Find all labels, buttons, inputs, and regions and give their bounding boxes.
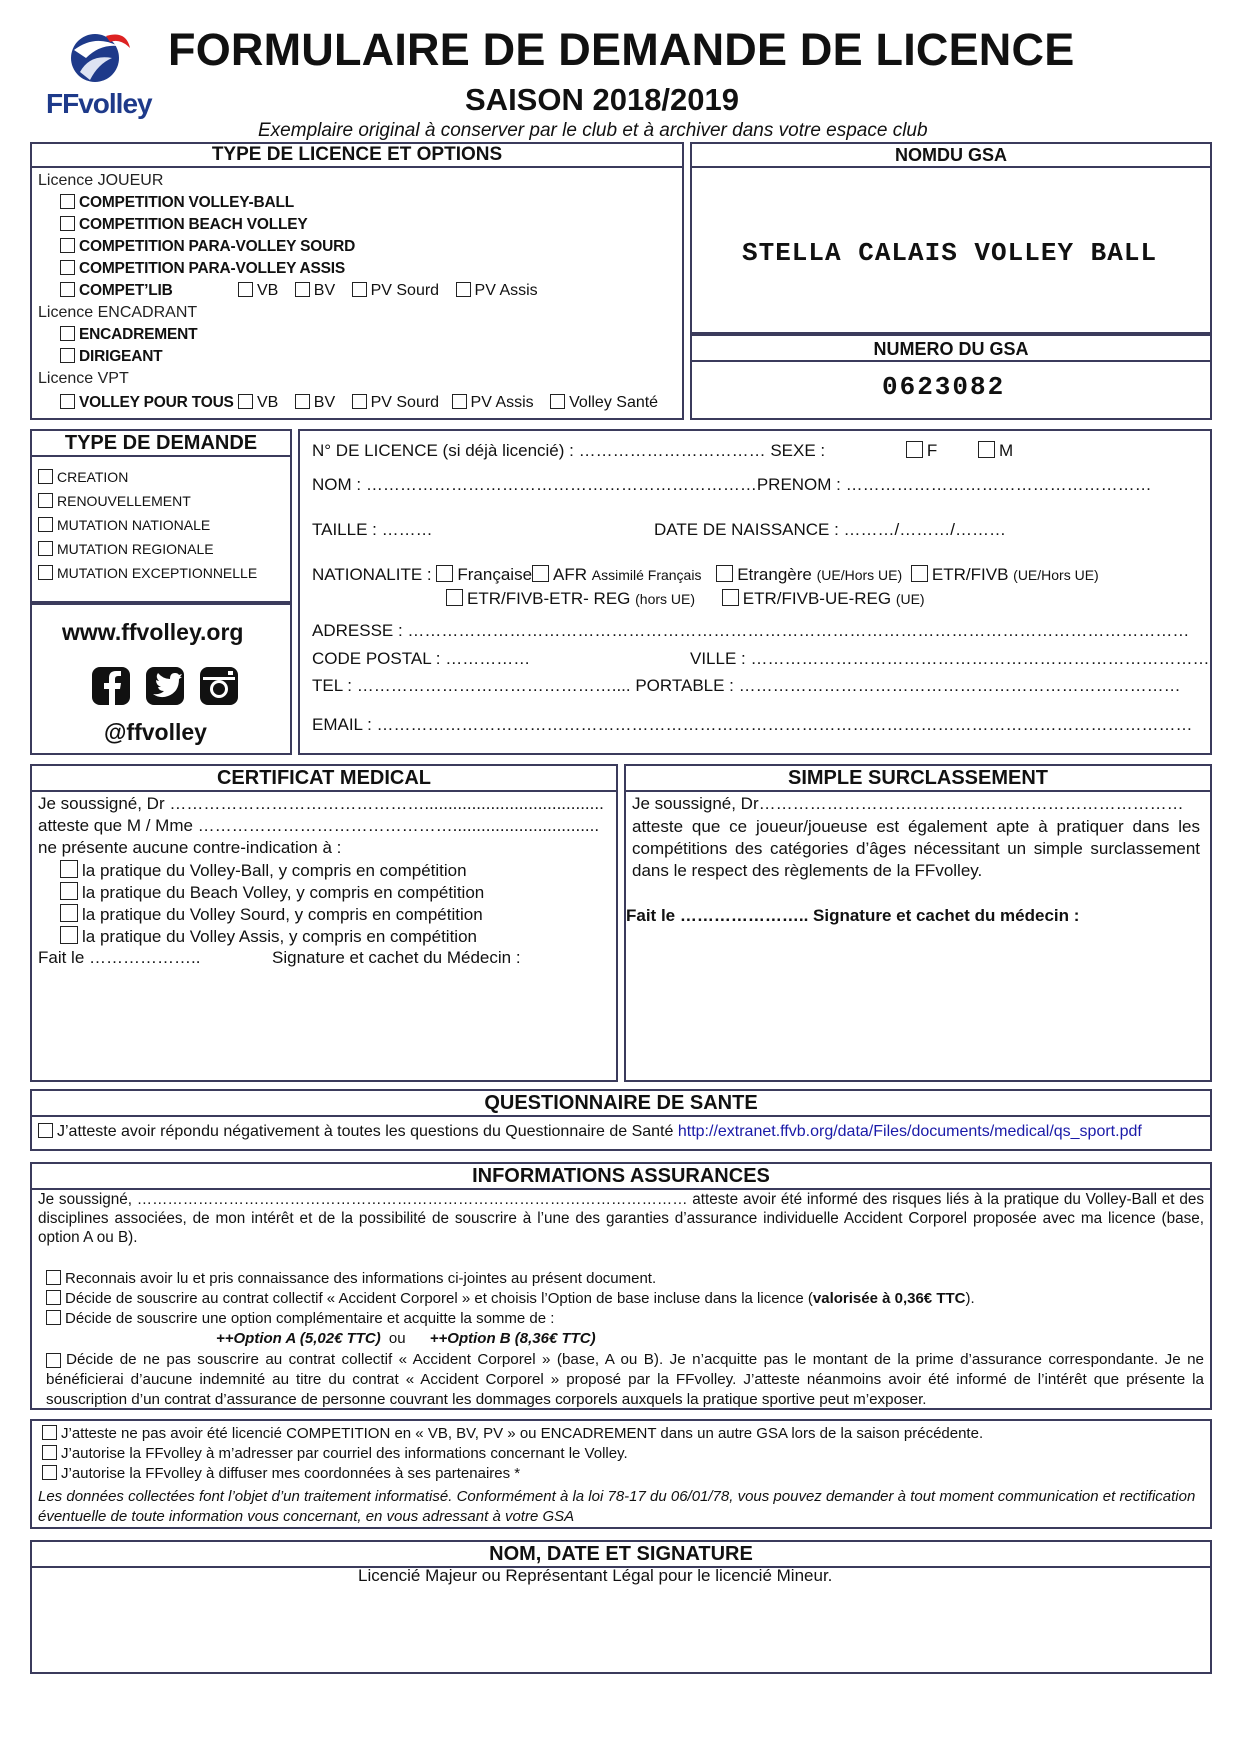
gsa-name-section — [690, 142, 1212, 334]
checkbox-icon[interactable] — [911, 565, 928, 582]
checkbox-icon[interactable] — [906, 441, 923, 458]
checkbox-icon[interactable] — [452, 394, 467, 409]
checkbox-icon[interactable] — [436, 565, 453, 582]
checkbox-icon[interactable] — [60, 926, 78, 944]
gsa-name-title: NOMDU GSA — [692, 144, 1210, 168]
demande-item[interactable]: MUTATION EXCEPTIONNELLE — [38, 565, 257, 581]
volleyball-logo-icon — [60, 28, 150, 88]
insurance-item[interactable]: Décide de souscrire une option complémentaire et acquitte la somme de : — [46, 1310, 554, 1327]
email-field[interactable]: EMAIL : ……………………………………………………………………………………………………………………………… — [312, 715, 1193, 734]
checkbox-icon[interactable] — [60, 216, 75, 231]
checkbox-icon[interactable] — [60, 194, 75, 209]
joueur-item[interactable]: COMPETITION PARA-VOLLEY ASSIS — [60, 260, 345, 278]
encadrant-item[interactable]: ENCADREMENT — [60, 326, 197, 344]
checkbox-icon[interactable] — [446, 589, 463, 606]
contraindication-text: ne présente aucune contre-indication à : — [38, 838, 342, 857]
vpt-item[interactable]: VOLLEY POUR TOUS — [60, 394, 234, 412]
checkbox-icon[interactable] — [46, 1310, 61, 1325]
name-field[interactable]: NOM : ……………………………………………………………PRENOM : ……………………………………………… — [312, 475, 1152, 494]
postal-code-field[interactable]: CODE POSTAL : …………… — [312, 649, 531, 668]
surclassement-signature-line[interactable]: Fait le ………………….. Signature et cachet du médecin : — [626, 906, 1080, 925]
joueur-item[interactable]: COMPETITION BEACH VOLLEY — [60, 216, 308, 234]
medical-certificate-title: CERTIFICAT MEDICAL — [32, 766, 616, 792]
attestations-section — [30, 1419, 1212, 1529]
option-a[interactable]: ++Option A (5,02€ TTC) — [216, 1330, 381, 1347]
medical-certificate-section — [30, 764, 618, 1082]
health-questionnaire-item[interactable]: J’atteste avoir répondu négativement à toutes les questions du Questionnaire de Santé http://extranet.ffvb.org/data/Files/documents/medical/qs_sport.pdf — [38, 1123, 1142, 1141]
identity-section — [298, 429, 1212, 755]
checkbox-icon[interactable] — [716, 565, 733, 582]
checkbox-icon[interactable] — [60, 348, 75, 363]
medical-item[interactable]: la pratique du Beach Volley, y compris en compétition — [60, 882, 484, 903]
licence-joueur-label: Licence JOUEUR — [38, 172, 164, 189]
checkbox-icon[interactable] — [978, 441, 995, 458]
signature-section — [30, 1540, 1212, 1674]
licence-number-field[interactable]: N° DE LICENCE (si déjà licencié) : …………………………… SEXE : F M — [312, 441, 1014, 460]
medical-item[interactable]: la pratique du Volley-Ball, y compris en compétition — [60, 860, 467, 881]
checkbox-icon[interactable] — [60, 326, 75, 341]
surclassement-title: SIMPLE SURCLASSEMENT — [626, 766, 1210, 792]
facebook-icon[interactable] — [92, 667, 130, 705]
checkbox-icon[interactable] — [42, 1465, 57, 1480]
option-b[interactable]: ++Option B (8,36€ TTC) — [429, 1330, 596, 1347]
vpt-sub-options: VB BV PV Sourd PV Assis Volley Santé — [238, 394, 658, 412]
medical-item[interactable]: la pratique du Volley Assis, y compris en compétition — [60, 926, 477, 947]
demande-item[interactable]: MUTATION REGIONALE — [38, 541, 214, 557]
signature-subtitle: Licencié Majeur ou Représentant Légal pour le licencié Mineur. — [358, 1566, 833, 1585]
checkbox-icon[interactable] — [60, 238, 75, 253]
encadrant-item[interactable]: DIRIGEANT — [60, 348, 162, 366]
social-icons — [90, 665, 240, 707]
checkbox-icon[interactable] — [352, 394, 367, 409]
demande-item[interactable]: RENOUVELLEMENT — [38, 493, 191, 509]
checkbox-icon[interactable] — [46, 1270, 61, 1285]
checkbox-icon[interactable] — [38, 541, 53, 556]
checkbox-icon[interactable] — [60, 394, 75, 409]
doctor-field[interactable]: Je soussigné, Dr ………………………………………...................................... — [38, 794, 604, 813]
birthdate-field[interactable]: DATE DE NAISSANCE : ………/………/……… — [654, 520, 1007, 539]
complib-sub-options: VB BV PV Sourd PV Assis — [238, 282, 538, 300]
gsa-name-value: STELLA CALAIS VOLLEY BALL — [742, 238, 1158, 268]
insurance-title: INFORMATIONS ASSURANCES — [32, 1164, 1210, 1190]
health-questionnaire-section — [30, 1089, 1212, 1151]
attestation-item[interactable]: J’autorise la FFvolley à m’adresser par courriel des informations concernant le Volley. — [42, 1445, 628, 1462]
checkbox-icon[interactable] — [238, 394, 253, 409]
insurance-refusal-text: Décide de ne pas souscrire au contrat collectif « Accident Corporel » (base, A ou B). Je n’acquitte pas le montant de la prime d’assurance correspondante. Je ne bénéficierai d’aucune indemnité au titre du contrat « Accident Corporel » proposé par la FFvolley. J’atteste néanmoins avoir été informé de l’intérêt que présente la souscription d’un contrat d’assurance de personne couvrant les dommages corporels auxquels la pratique sportive peut m’exposer. — [46, 1351, 1204, 1408]
attestation-item[interactable]: J’atteste ne pas avoir été licencié COMPETITION en « VB, BV, PV » ou ENCADREMENT dans un autre GSA lors de la saison précédente. — [42, 1425, 983, 1442]
checkbox-icon[interactable] — [60, 282, 75, 297]
gsa-number-section — [690, 334, 1212, 420]
website-link[interactable]: www.ffvolley.org — [62, 619, 244, 645]
height-field[interactable]: TAILLE : ……… — [312, 520, 433, 539]
joueur-item[interactable]: COMPETITION VOLLEY-BALL — [60, 194, 294, 212]
licence-vpt-label: Licence VPT — [38, 370, 129, 387]
logo-text: FFvolley — [46, 88, 152, 119]
joueur-item[interactable]: COMPET’LIB — [60, 282, 173, 300]
social-section — [30, 603, 292, 755]
page-subtitle: Exemplaire original à conserver par le club et à archiver dans votre espace club — [258, 120, 928, 141]
checkbox-icon[interactable] — [42, 1445, 57, 1460]
checkbox-icon[interactable] — [60, 260, 75, 275]
nationality-row-1: NATIONALITE : Française AFR Assimilé Français Etrangère (UE/Hors UE) ETR/FIVB (UE/Hors UE) — [312, 565, 1099, 584]
insurance-options: ++Option A (5,02€ TTC) ou ++Option B (8,36€ TTC) — [216, 1330, 596, 1347]
checkbox-icon[interactable] — [46, 1290, 61, 1305]
demande-type-title: TYPE DE DEMANDE — [32, 431, 290, 457]
medical-item[interactable]: la pratique du Volley Sourd, y compris en compétition — [60, 904, 483, 925]
checkbox-icon[interactable] — [60, 882, 78, 900]
signature-area[interactable] — [32, 1590, 1210, 1672]
demande-item[interactable]: CREATION — [38, 469, 128, 485]
demande-item[interactable]: MUTATION NATIONALE — [38, 517, 210, 533]
checkbox-icon[interactable] — [352, 282, 367, 297]
joueur-item[interactable]: COMPETITION PARA-VOLLEY SOURD — [60, 238, 355, 256]
page-title: FORMULAIRE DE DEMANDE DE LICENCE — [168, 24, 1075, 75]
health-questionnaire-title: QUESTIONNAIRE DE SANTE — [32, 1091, 1210, 1117]
surclassement-text: atteste que ce joueur/joueuse est également apte à pratiquer dans les compétitions des catégories d’âges nécessitant un simple surclassement dans le respect des règlements de la FFvolley. — [632, 817, 1200, 880]
patient-field[interactable]: atteste que M / Mme ………………………………………............................... — [38, 816, 600, 835]
checkbox-icon[interactable] — [60, 904, 78, 922]
surclassement-section — [624, 764, 1212, 1082]
nationality-row-2: ETR/FIVB-ETR- REG (hors UE) ETR/FIVB-UE-REG (UE) — [446, 589, 925, 609]
data-protection-notice: Les données collectées font l’objet d’un traitement informatisé. Conformément à la loi 78-17 du 06/01/78, vous pouvez demander à tout moment communication et rectification éventuelle de toute information vous concernant, en vous adressant à votre GSA — [38, 1488, 1196, 1525]
licence-type-section — [30, 142, 684, 420]
medical-signature-label: Signature et cachet du Médecin : — [272, 948, 521, 967]
phone-field[interactable]: TEL : ……………………………………….... PORTABLE : …………………………………………………………………… — [312, 676, 1181, 695]
checkbox-icon[interactable] — [38, 493, 53, 508]
attestation-item[interactable]: J’autorise la FFvolley à diffuser mes coordonnées à ses partenaires * — [42, 1465, 520, 1482]
address-field[interactable]: ADRESSE : ………………………………………………………………………………………………………………………… — [312, 621, 1190, 640]
season-title: SAISON 2018/2019 — [465, 82, 740, 117]
medical-date-field[interactable]: Fait le ……………….. — [38, 948, 201, 967]
checkbox-icon[interactable] — [38, 565, 53, 580]
checkbox-icon[interactable] — [295, 282, 310, 297]
checkbox-icon[interactable] — [38, 1123, 53, 1138]
checkbox-icon[interactable] — [532, 565, 549, 582]
checkbox-icon[interactable] — [456, 282, 471, 297]
city-field[interactable]: VILLE : ……………………………………………………………………… — [690, 649, 1210, 668]
licence-type-title: TYPE DE LICENCE ET OPTIONS — [32, 144, 682, 168]
checkbox-icon[interactable] — [38, 517, 53, 532]
twitter-icon[interactable] — [146, 667, 184, 705]
licence-encadrant-label: Licence ENCADRANT — [38, 304, 198, 321]
insurance-item[interactable]: Décide de souscrire au contrat collectif « Accident Corporel » et choisis l’Option de base incluse dans la licence (valorisée à 0,36€ TTC). — [46, 1290, 975, 1307]
demande-type-section — [30, 429, 292, 603]
instagram-icon[interactable] — [200, 667, 238, 705]
checkbox-icon[interactable] — [38, 469, 53, 484]
checkbox-icon[interactable] — [295, 394, 310, 409]
gsa-number-value: 0623082 — [882, 372, 1006, 402]
questionnaire-link[interactable]: http://extranet.ffvb.org/data/Files/documents/medical/qs_sport.pdf — [677, 1123, 1142, 1140]
gsa-number-title: NUMERO DU GSA — [873, 339, 1029, 359]
checkbox-icon[interactable] — [722, 589, 739, 606]
signature-title: NOM, DATE ET SIGNATURE — [32, 1542, 1210, 1568]
insurance-section — [30, 1162, 1212, 1410]
checkbox-icon[interactable] — [238, 282, 253, 297]
insurance-intro: Je soussigné, ……………………………………………………………………………………………… atteste avoir été informé des risques liés à la pratique du Volley-Ball et des disciplines associées, de mon intérêt et de la possibilité de souscrire à l’une des garanties d’assurance individuelle Accident Corporel proposée avec ma licence (base, option A ou B). — [38, 1191, 1204, 1246]
ffvolley-logo — [46, 28, 152, 123]
checkbox-icon[interactable] — [550, 394, 565, 409]
social-handle[interactable]: @ffvolley — [104, 719, 207, 745]
surclassement-doctor-field[interactable]: Je soussigné, Dr………………………………………………………………… — [632, 794, 1184, 813]
checkbox-icon[interactable] — [60, 860, 78, 878]
checkbox-icon[interactable] — [42, 1425, 57, 1440]
insurance-item[interactable]: Reconnais avoir lu et pris connaissance des informations ci-jointes au présent document. — [46, 1270, 656, 1287]
